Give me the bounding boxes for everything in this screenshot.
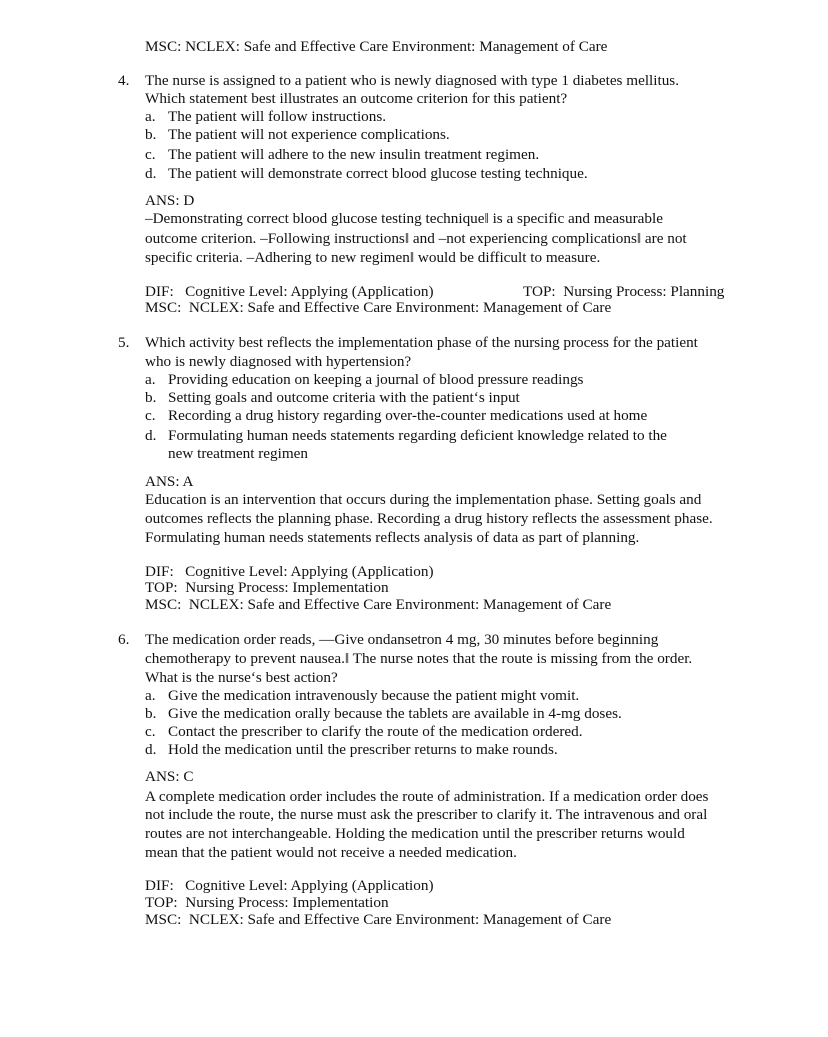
rationale-line: not include the route, the nurse must ask the prescriber to clarify it. The intravenous and oral bbox=[145, 806, 708, 823]
question-number: 4. bbox=[118, 72, 130, 89]
question-stem: Which statement best illustrates an outcome criterion for this patient? bbox=[145, 90, 568, 107]
option-letter: c. bbox=[145, 146, 156, 163]
option-text: The patient will demonstrate correct blood glucose testing technique. bbox=[168, 165, 588, 182]
option-text: Recording a drug history regarding over-the-counter medications used at home bbox=[168, 407, 648, 424]
option-text: Setting goals and outcome criteria with the patient‘s input bbox=[168, 389, 520, 406]
option-letter: a. bbox=[145, 108, 156, 125]
question-stem: What is the nurse‘s best action? bbox=[145, 669, 338, 686]
msc-line: MSC: NCLEX: Safe and Effective Care Environment: Management of Care bbox=[145, 596, 612, 613]
option-letter: d. bbox=[145, 427, 157, 444]
option-text: Formulating human needs statements regarding deficient knowledge related to the bbox=[168, 427, 667, 444]
rationale-line: outcome criterion. –Following instructions‖ and –not experiencing complications‖ are not bbox=[145, 230, 687, 247]
option-text: Give the medication orally because the tablets are available in 4-mg doses. bbox=[168, 705, 622, 722]
option-text: Hold the medication until the prescriber returns to make rounds. bbox=[168, 741, 558, 758]
option-letter: c. bbox=[145, 723, 156, 740]
option-letter: b. bbox=[145, 705, 157, 722]
option-text: The patient will not experience complications. bbox=[168, 126, 450, 143]
answer: ANS: C bbox=[145, 768, 194, 785]
msc-line: MSC: NCLEX: Safe and Effective Care Environment: Management of Care bbox=[145, 911, 612, 928]
question-stem: Which activity best reflects the implementation phase of the nursing process for the patient bbox=[145, 334, 698, 351]
top-line: TOP: Nursing Process: Implementation bbox=[145, 579, 389, 596]
option-letter: a. bbox=[145, 687, 156, 704]
option-letter: c. bbox=[145, 407, 156, 424]
answer: ANS: A bbox=[145, 473, 194, 490]
option-text: Contact the prescriber to clarify the route of the medication ordered. bbox=[168, 723, 583, 740]
rationale-line: Education is an intervention that occurs during the implementation phase. Setting goals and bbox=[145, 491, 702, 508]
msc-line: MSC: NCLEX: Safe and Effective Care Environment: Management of Care bbox=[145, 38, 608, 55]
option-letter: b. bbox=[145, 126, 157, 143]
rationale-line: specific criteria. –Adhering to new regimen‖ would be difficult to measure. bbox=[145, 249, 601, 266]
option-text: Give the medication intravenously because the patient might vomit. bbox=[168, 687, 580, 704]
question-number: 6. bbox=[118, 631, 130, 648]
top-line: TOP: Nursing Process: Implementation bbox=[145, 894, 389, 911]
question-stem: The nurse is assigned to a patient who is newly diagnosed with type 1 diabetes mellitus. bbox=[145, 72, 679, 89]
answer: ANS: D bbox=[145, 192, 195, 209]
rationale-line: mean that the patient would not receive a needed medication. bbox=[145, 844, 517, 861]
top-line: TOP: Nursing Process: Planning bbox=[523, 283, 725, 300]
question-stem: who is newly diagnosed with hypertension? bbox=[145, 353, 412, 370]
question-number: 5. bbox=[118, 334, 130, 351]
dif-line: DIF: Cognitive Level: Applying (Application) bbox=[145, 563, 434, 580]
rationale-line: outcomes reflects the planning phase. Recording a drug history reflects the assessment phase. bbox=[145, 510, 713, 527]
option-letter: b. bbox=[145, 389, 157, 406]
rationale-line: A complete medication order includes the route of administration. If a medication order does bbox=[145, 788, 709, 805]
option-text: Providing education on keeping a journal of blood pressure readings bbox=[168, 371, 584, 388]
rationale-line: –Demonstrating correct blood glucose testing technique‖ is a specific and measurable bbox=[145, 210, 663, 227]
rationale-line: Formulating human needs statements reflects analysis of data as part of planning. bbox=[145, 529, 640, 546]
option-text: The patient will follow instructions. bbox=[168, 108, 387, 125]
question-stem: chemotherapy to prevent nausea.‖ The nurse notes that the route is missing from the order. bbox=[145, 650, 693, 667]
dif-line: DIF: Cognitive Level: Applying (Application) bbox=[145, 283, 434, 300]
option-text-continued: new treatment regimen bbox=[168, 445, 309, 462]
option-letter: d. bbox=[145, 165, 157, 182]
dif-line: DIF: Cognitive Level: Applying (Application) bbox=[145, 877, 434, 894]
rationale-line: routes are not interchangeable. Holding the medication until the prescriber returns would bbox=[145, 825, 685, 842]
question-stem: The medication order reads, —Give ondansetron 4 mg, 30 minutes before beginning bbox=[145, 631, 659, 648]
option-text: The patient will adhere to the new insulin treatment regimen. bbox=[168, 146, 540, 163]
msc-line: MSC: NCLEX: Safe and Effective Care Environment: Management of Care bbox=[145, 299, 612, 316]
option-letter: d. bbox=[145, 741, 157, 758]
option-letter: a. bbox=[145, 371, 156, 388]
